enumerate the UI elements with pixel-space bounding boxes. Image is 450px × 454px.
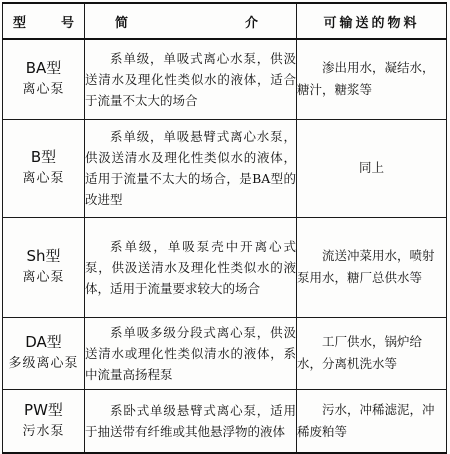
header-description — [85, 3, 297, 39]
model-cell — [3, 39, 85, 119]
description-cell: 系单级，单吸泵壳中开离心式泵，供汲送清水及理化性类似水的液体，适用于流量要求较大的场合 — [85, 217, 297, 317]
model-name: 离心泵 — [22, 82, 65, 98]
table-row — [3, 39, 447, 119]
materials-cell: 渗出用水，凝结水，糖汁，糖浆等 — [297, 39, 447, 119]
model-code: Sh型 — [26, 247, 61, 265]
model-name: 多级离心泵 — [8, 356, 79, 371]
header-desc-right: 介 — [244, 15, 258, 31]
table-row — [3, 217, 447, 317]
header-model — [3, 3, 85, 39]
description-cell: 系单吸多级分段式离心泵，供汲送清水或理化性类似清水的液体，系中流量高扬程泵 — [85, 317, 297, 389]
model-name: 离心泵 — [22, 171, 65, 186]
table-row — [3, 317, 447, 389]
header-desc-left: 简 — [115, 15, 129, 31]
materials-cell: 污水，冲稀滤泥，冲稀废粕等 — [297, 389, 447, 453]
model-name: 离心泵 — [22, 270, 65, 285]
table-row — [3, 389, 447, 453]
model-code: PW型 — [24, 400, 63, 419]
header-model-right: 号 — [60, 15, 74, 31]
model-code: DA型 — [25, 333, 62, 351]
header-model-left: 型 — [13, 15, 27, 31]
model-code: B型 — [30, 148, 57, 166]
model-code: BA型 — [25, 59, 62, 78]
pump-types-table — [2, 2, 447, 454]
header-materials: 可输送的物料 — [297, 3, 447, 39]
table-header-row — [3, 3, 447, 39]
model-cell — [3, 217, 85, 317]
model-name: 污水泵 — [22, 423, 65, 439]
description-cell: 系单级，单吸悬臂式离心水泵，供汲送清水及理化性类似水的液体，适用于流量不太大的场合，是BA型的改进型 — [85, 119, 297, 217]
description-cell: 系卧式单级悬臂式离心泵，适用于抽送带有纤维或其他悬浮物的液体 — [85, 389, 297, 453]
model-cell — [3, 389, 85, 453]
description-cell: 系单级，单吸式离心水泵，供汲送清水及理化性类似水的液体，适合于流量不太大的场合 — [85, 39, 297, 119]
table-row — [3, 119, 447, 217]
materials-cell: 流送冲菜用水，喷射泵用水，糖厂总供水等 — [297, 217, 447, 317]
model-cell — [3, 119, 85, 217]
materials-cell: 工厂供水，锅炉给水，分离机洗水等 — [297, 317, 447, 389]
model-cell — [3, 317, 85, 389]
materials-cell: 同上 — [297, 119, 447, 217]
